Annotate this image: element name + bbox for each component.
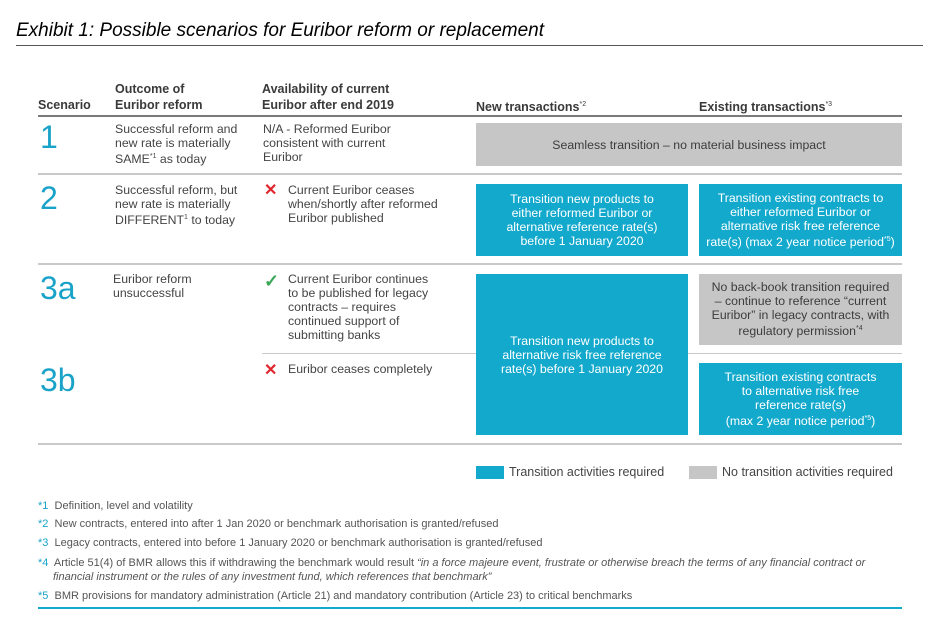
scenario-2-new-transactions-box [476, 184, 688, 256]
scenario-3a-number: 3a [40, 270, 76, 306]
text-line [706, 233, 894, 249]
text-line: Euribor published [288, 211, 384, 225]
footnote-ref: *5 [883, 235, 891, 243]
scenario-3b-existing-transactions-box [699, 363, 902, 435]
footnote-text: Article 51(4) of BMR allows this if withdrawing the benchmark would result [53, 557, 418, 569]
footnote-ref: *4 [855, 325, 863, 333]
cross-icon: ✕ [264, 362, 278, 379]
header-divider [38, 115, 902, 117]
text-line: when/shortly after reformed [288, 197, 438, 211]
text-line: submitting banks [288, 328, 381, 342]
footnote-text: Legacy contracts, entered into before 1 January 2020 or benchmark authorisation is granted/refused [54, 537, 543, 549]
subrow-divider [688, 353, 902, 354]
text-fragment: SAME [115, 152, 150, 167]
legend-gray-label: No transition activities required [722, 465, 893, 479]
text-fragment: DIFFERENT [115, 213, 184, 228]
footnote-ref: *3 [825, 101, 833, 108]
text-fragment: to today [187, 213, 236, 228]
text-line [712, 322, 890, 338]
text-fragment: ) [871, 414, 876, 429]
text-line: continued support of [288, 314, 400, 328]
header-existing-transactions-label: Existing transactions [699, 100, 826, 115]
bottom-accent-rule [38, 607, 902, 609]
row-divider [38, 173, 902, 175]
footnote-ref: *5 [864, 414, 872, 422]
text-line: No back-book transition required [711, 280, 890, 295]
footnote-ref: *1 [149, 153, 157, 160]
text-line: Successful reform and [115, 122, 238, 136]
text-line: to alternative risk free [741, 383, 860, 398]
scenario-3a-availability [288, 272, 428, 342]
text-fragment: (max 2 year notice period [725, 414, 865, 429]
footnote-text: Definition, level and volatility [54, 500, 193, 512]
header-outcome-line2: Euribor reform [115, 98, 203, 112]
text-line: contracts – requires [288, 300, 396, 314]
text-line: new rate is materially [115, 197, 231, 211]
text-fragment: as today [156, 152, 207, 167]
text-line [725, 412, 877, 428]
title-divider [16, 45, 923, 46]
header-outcome [115, 81, 203, 113]
footnote-text: New contracts, entered into after 1 Jan 2020 or benchmark authorisation is granted/refused [54, 518, 499, 530]
text-line: alternative risk free reference [502, 347, 662, 362]
text-line: to be published for legacy [288, 286, 429, 300]
footnote-ref: 1 [184, 214, 188, 221]
scenario-2-availability [288, 183, 438, 225]
footnote-1 [38, 500, 193, 513]
text-line: Euribor reform [113, 272, 192, 286]
check-icon: ✓ [264, 271, 280, 291]
text-line [115, 150, 237, 166]
scenario-1-number: 1 [40, 119, 58, 155]
text-line: Current Euribor continues [288, 272, 429, 286]
footnote-number: *5 [38, 590, 49, 602]
scenario-1-seamless-box: Seamless transition – no material business impact [476, 123, 902, 166]
text-fragment: regulatory permission [738, 324, 856, 339]
text-line: rate(s) before 1 January 2020 [500, 361, 663, 376]
scenario-2-number: 2 [40, 180, 58, 216]
subrow-divider [262, 353, 476, 354]
text-line: Euribor” in legacy contracts, with [711, 308, 890, 323]
table-bottom-divider [38, 443, 902, 445]
text-line: before 1 January 2020 [520, 234, 644, 248]
text-line: Current Euribor ceases [288, 183, 415, 197]
text-line: either reformed Euribor or [511, 206, 653, 220]
text-line: Transition new products to [510, 333, 654, 348]
scenario-3a-outcome [113, 272, 192, 300]
text-line: either reformed Euribor or [730, 204, 871, 219]
scenario-2-existing-transactions-box [699, 184, 902, 256]
text-line: alternative reference rate(s) [506, 220, 658, 234]
text-line: new rate is materially [115, 136, 231, 150]
scenario-3b-availability [288, 362, 432, 376]
footnote-2 [38, 518, 498, 531]
header-availability-line1: Availability of current [262, 82, 390, 96]
legend-teal-swatch [476, 466, 504, 479]
text-line: Transition existing contracts to [717, 190, 884, 205]
text-line [115, 211, 237, 227]
footnote-text: BMR provisions for mandatory administration (Article 21) and mandatory contribution (Article 23) to critical benchmarks [54, 590, 633, 602]
scenario-3a-existing-transactions-box [699, 274, 902, 345]
text-line: Euribor ceases completely [288, 362, 433, 376]
legend-gray-swatch [689, 466, 717, 479]
footnote-4-continued [53, 571, 491, 584]
legend-teal-label: Transition activities required [509, 465, 665, 479]
text-line: Transition existing contracts [724, 369, 877, 384]
scenario-1-availability [263, 122, 391, 164]
text-line: N/A - Reformed Euribor [263, 122, 391, 136]
header-availability [262, 81, 394, 113]
text-line: Transition new products to [510, 192, 654, 206]
header-outcome-line1: Outcome of [115, 82, 185, 96]
scenario-2-outcome [115, 183, 237, 227]
text-fragment: rate(s) (max 2 year notice period [706, 235, 884, 250]
header-new-transactions-label: New transactions [476, 100, 580, 115]
header-availability-line2: Euribor after end 2019 [262, 98, 394, 112]
row-divider [38, 263, 902, 265]
header-existing-transactions [699, 97, 832, 115]
footnote-4 [38, 557, 865, 570]
scenario-3-new-transactions-box [476, 274, 688, 435]
text-line: reference rate(s) [755, 397, 846, 412]
scenario-1-outcome [115, 122, 237, 166]
text-line: – continue to reference “current [714, 294, 887, 309]
footnote-number: *2 [38, 518, 49, 530]
scenario-3b-number: 3b [40, 362, 76, 398]
footnote-number: *3 [38, 537, 49, 549]
footnote-quote: financial instrument or the rules of any investment fund, which references that benchmark” [53, 571, 492, 583]
footnote-quote: “in a force majeure event, frustrate or otherwise breach the terms of any financial contract or [417, 557, 866, 569]
text-line: Successful reform, but [115, 183, 238, 197]
text-line: consistent with current [263, 136, 386, 150]
header-new-transactions [476, 97, 586, 115]
footnote-number: *1 [38, 500, 49, 512]
text-line: unsuccessful [113, 286, 185, 300]
text-fragment: ) [890, 235, 895, 250]
cross-icon: ✕ [264, 182, 278, 199]
text-line: Euribor [263, 150, 303, 164]
header-scenario: Scenario [38, 98, 91, 112]
exhibit-title: Exhibit 1: Possible scenarios for Euribor reform or replacement [16, 20, 545, 41]
footnote-number: *4 [38, 557, 49, 569]
footnote-3 [38, 537, 543, 550]
text-line: alternative risk free reference [720, 218, 881, 233]
footnote-5 [38, 590, 632, 603]
footnote-ref: *2 [579, 101, 587, 108]
